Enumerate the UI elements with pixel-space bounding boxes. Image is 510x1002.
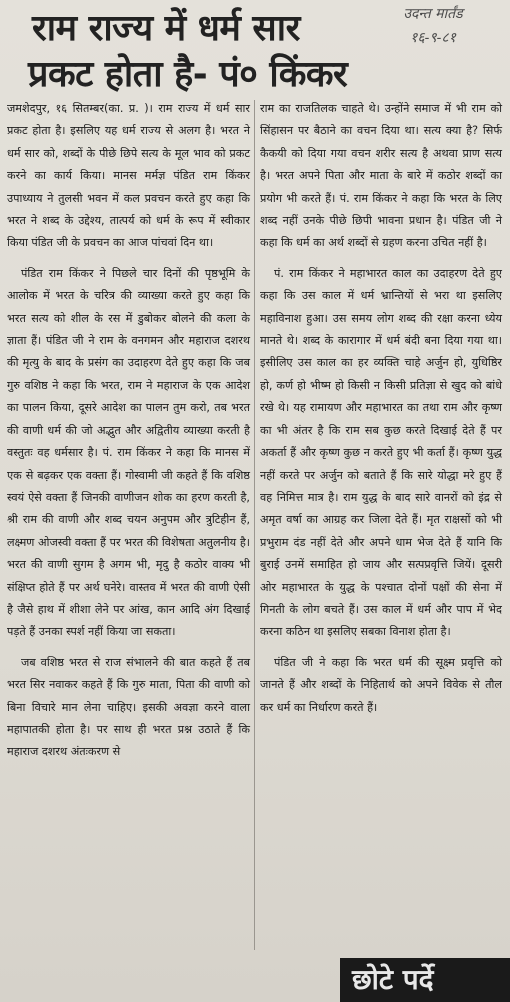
handwritten-note (368, 2, 498, 50)
article-column-right (260, 98, 502, 727)
article-paragraph: जमशेदपुर, १६ सितम्बर(का. प्र. )। राम राज्य में धर्म सार प्रकट होता है। इसलिए यह धर्म राज्य से अलग है। भरत ने धर्म सार को, शब्दों के पीछे छिपे सत्य के मूल भाव को प्रकट करने का कार्य किया। मानस मर्मज्ञ पंडित राम किंकर उपाध्याय ने तुलसी भवन में कल प्रवचन करते हुए कहा कि भरत ने शब्द के उद्देश्य, तात्पर्य को धर्म के रूप में स्वीकार किया पंडित जी के प्रवचन का आज पांचवां दिन था। (7, 102, 250, 250)
handwritten-note-line-2: १६-९-८१ (410, 30, 456, 46)
article-column-left (7, 98, 250, 772)
article-paragraph: पंडित राम किंकर ने पिछले चार दिनों की पृष्ठभूमि के आलोक में भरत के चरित्र की व्याख्या करते हुए कहा कि भरत सत्य को शील के रस में डुबोकर बोलने की कला के ज्ञाता हैं। पंडित जी ने राम के वनगमन और महाराज दशरथ की मृत्यु के बाद के प्रसंग का उदाहरण देते हुए कहा कि जब गुरु वशिष्ठ ने कहा कि भरत, राम ने महाराज के एक आदेश का पालन किया, दूसरे आदेश का पालन तुम करो, तब भरत की वाणी धर्म की जो अद्भुत और अद्वितीय व्याख्या करती है वस्तुतः वह धर्मसार है। पं. राम किंकर ने कहा कि मानस में एक से बढ़कर एक वक्ता हैं। गोस्वामी जी कहते हैं कि वशिष्ठ स्वयं ऐसे वक्ता हैं जिनकी वाणीजन शोक का हरण करती है, श्री राम की वाणी और शब्द चयन अनुपम और त्रुटिहीन हैं, लक्ष्मण ओजस्वी वक्ता हैं पर भरत की विशेषता अतुलनीय है। भरत की वाणी सुगम है अगम भी, मृदु है कठोर वाक्य भी संक्षिप्त होते हैं पर अर्थ घनेरे। वास्तव में भरत की वाणी ऐसी है जैसे हाथ में शीशा लेने पर आंख, कान आदि अंग दिखाई पड़ते हैं उनका स्पर्श नहीं किया जा सकता। (7, 266, 250, 639)
article-paragraph: पंडित जी ने कहा कि भरत धर्म की सूक्ष्म प्रवृत्ति को जानते हैं और शब्दों के निहितार्थ को अपने विवेक से तौल कर धर्म का निर्धारण करते हैं। (260, 655, 502, 714)
headline-line-2: प्रकट होता है- पं० किंकर (28, 54, 348, 95)
article-paragraph: राम का राजतिलक चाहते थे। उन्होंने समाज में भी राम को सिंहासन पर बैठाने का वचन दिया था। सत्य क्या है? सिर्फ कैकयी को दिया गया वचन शरीर सत्य है अथवा प्राण सत्य है। भरत अपने पिता और माता के बारे में कठोर शब्दों का प्रयोग भी करते हैं। पं. राम किंकर ने कहा कि भरत के लिए शब्द नहीं उनके पीछे छिपी भावना प्रधान है। पंडित जी ने कहा कि धर्म का अर्थ शब्दों से ग्रहण करना उचित नहीं है। (260, 102, 502, 250)
footer-banner-text: छोटे पर्दे (352, 963, 434, 996)
headline-line-1: राम राज्य में धर्म सार (32, 8, 300, 49)
column-divider (254, 100, 255, 950)
article-paragraph: जब वशिष्ठ भरत से राज संभालने की बात कहते हैं तब भरत सिर नवाकर कहते हैं कि गुरु माता, पिता की वाणी को बिना विचारे मान लेना चाहिए। इसकी अवज्ञा करने वाला महापातकी होता है। पर साथ ही भरत प्रश्न उठाते हैं कि महाराज दशरथ अंतःकरण से (7, 655, 250, 759)
article-paragraph: पं. राम किंकर ने महाभारत काल का उदाहरण देते हुए कहा कि उस काल में धर्म भ्रान्तियों से भरा था इसलिए महाविनाश हुआ। उस समय लोग शब्द की रक्षा करना ध्येय मानते थे। शब्द के कारागार में धर्म बंदी बना दिया गया था। इसीलिए उस काल का हर व्यक्ति चाहे अर्जुन हो, युधिष्ठिर हो, कर्ण हो भीष्म हो किसी न किसी प्रतिज्ञा से खुद को बांधे रखे थे। यह रामायण और महाभारत का तथा राम और कृष्ण का भी अंतर है कि राम सब कुछ करते दिखाई देते हैं पर अकर्ता हैं और कृष्ण कुछ न करते हुए भी कर्ता हैं। कृष्ण युद्ध नहीं करते पर अर्जुन को बताते हैं कि सारे योद्धा मरे हुए हैं वह निमित्त मात्र है। राम युद्ध के बाद सारे वानरों को इंद्र से अमृत वर्षा का आग्रह कर जिला देते हैं। मृत राक्षसों को भी प्रभुराम दंड नहीं देते और अपने धाम भेज देते हैं यानि कि बुराई उनमें समाहित हो जाय और सत्पप्रवृत्ति जियें। दूसरी ओर महाभारत के युद्ध के पश्चात दोनों पक्षों की सेना में गिनती के लोग बचते हैं। उस काल में धर्म और पाप में भेद करना कठिन था इसलिए सबका विनाश होता है। (260, 266, 502, 639)
handwritten-note-line-1: उदन्त मार्तंड (403, 6, 463, 22)
